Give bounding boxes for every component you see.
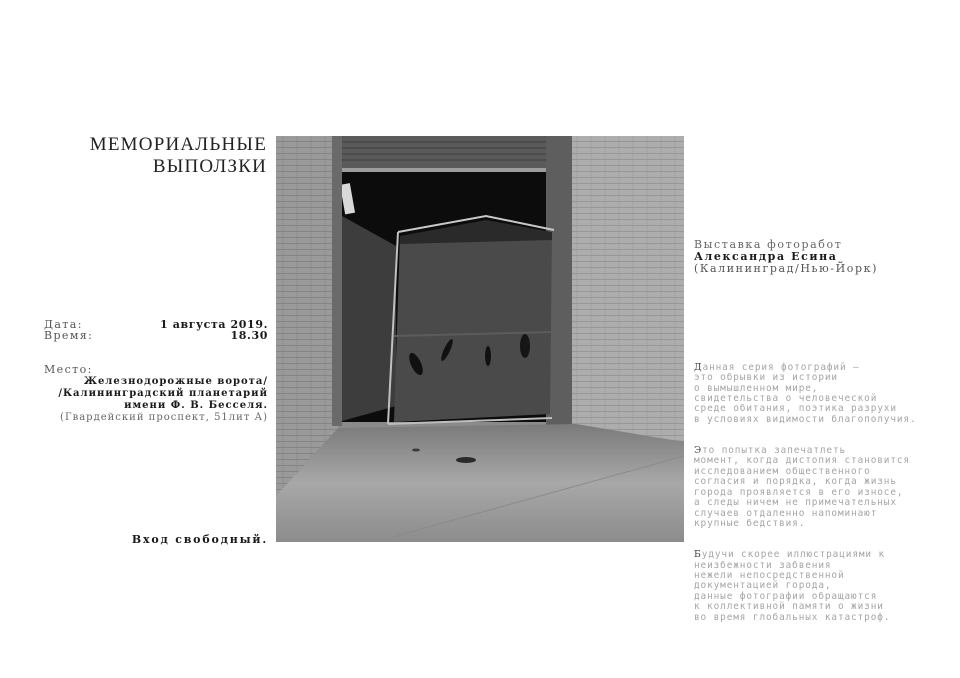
exhibition-line-1: Выставка фоторабот <box>694 238 843 251</box>
poster-title <box>90 134 267 178</box>
description-line: нежели непосредственной <box>694 569 845 581</box>
description-line: в условиях видимости благополучия. <box>694 413 917 425</box>
description-line: удучи скорее иллюстрациями к <box>701 549 886 561</box>
drop-letter: Б <box>694 549 702 561</box>
description-line: данные фотографии обращаются <box>694 590 878 602</box>
description-line: о вымышленном мире, <box>694 382 819 394</box>
description-text <box>694 342 917 633</box>
gate-photo-illustration <box>276 136 684 542</box>
description-paragraph-1 <box>694 363 917 425</box>
time-value: 18.30 <box>230 329 268 342</box>
exhibition-photo <box>276 136 684 542</box>
drop-letter: Э <box>694 445 703 457</box>
description-line: согласия и порядка, когда жизнь <box>694 476 897 488</box>
photographer-location: (Калининград/Нью-Йорк) <box>694 262 879 275</box>
description-line: анная серия фотографий – <box>702 361 860 373</box>
free-entry-note: Вход свободный. <box>131 533 268 546</box>
description-line: во время глобальных катастроф. <box>694 611 891 623</box>
description-line: города проявляется в его износе, <box>694 486 904 498</box>
description-line: исследованием общественного <box>694 465 871 477</box>
date-label: Дата: <box>44 318 83 331</box>
description-line: свидетельства о человеческой <box>694 393 878 405</box>
title-line-2: ВЫПОЛЗКИ <box>152 156 267 177</box>
title-line-1: МЕМОРИАЛЬНЫЕ <box>89 134 267 155</box>
description-line: крупные бедствия. <box>694 517 806 529</box>
description-line: это обрывки из истории <box>694 372 838 384</box>
description-line: случаев отдаленно напоминают <box>694 507 878 519</box>
place-label: Место: <box>44 363 93 376</box>
description-line: а следы ничем не примечательных <box>694 497 897 509</box>
description-paragraph-3 <box>694 550 917 623</box>
place-block <box>58 376 268 424</box>
place-line-1: Железнодорожные ворота/ <box>83 376 268 387</box>
place-address: (Гвардейский проспект, 51лит А) <box>60 412 268 423</box>
description-line: момент, когда дистопия становится <box>694 455 910 467</box>
exhibition-info <box>694 239 878 275</box>
description-line: документацией города, <box>694 580 832 592</box>
time-label: Время: <box>44 329 94 342</box>
place-line-2: /Калининградский планетарий <box>58 388 268 399</box>
description-line: то попытка запечатлеть <box>702 445 847 457</box>
place-line-3: имени Ф. В. Бесселя. <box>124 400 268 411</box>
photographer-name: Александра Есина <box>694 250 838 263</box>
description-line: к коллективной памяти о жизни <box>694 601 884 613</box>
drop-letter: Д <box>694 361 703 373</box>
description-line: среде обитания, поэтика разрухи <box>694 403 897 415</box>
date-value: 1 августа 2019. <box>160 318 268 331</box>
description-line: неизбежности забвения <box>694 559 832 571</box>
description-paragraph-2 <box>694 446 917 529</box>
